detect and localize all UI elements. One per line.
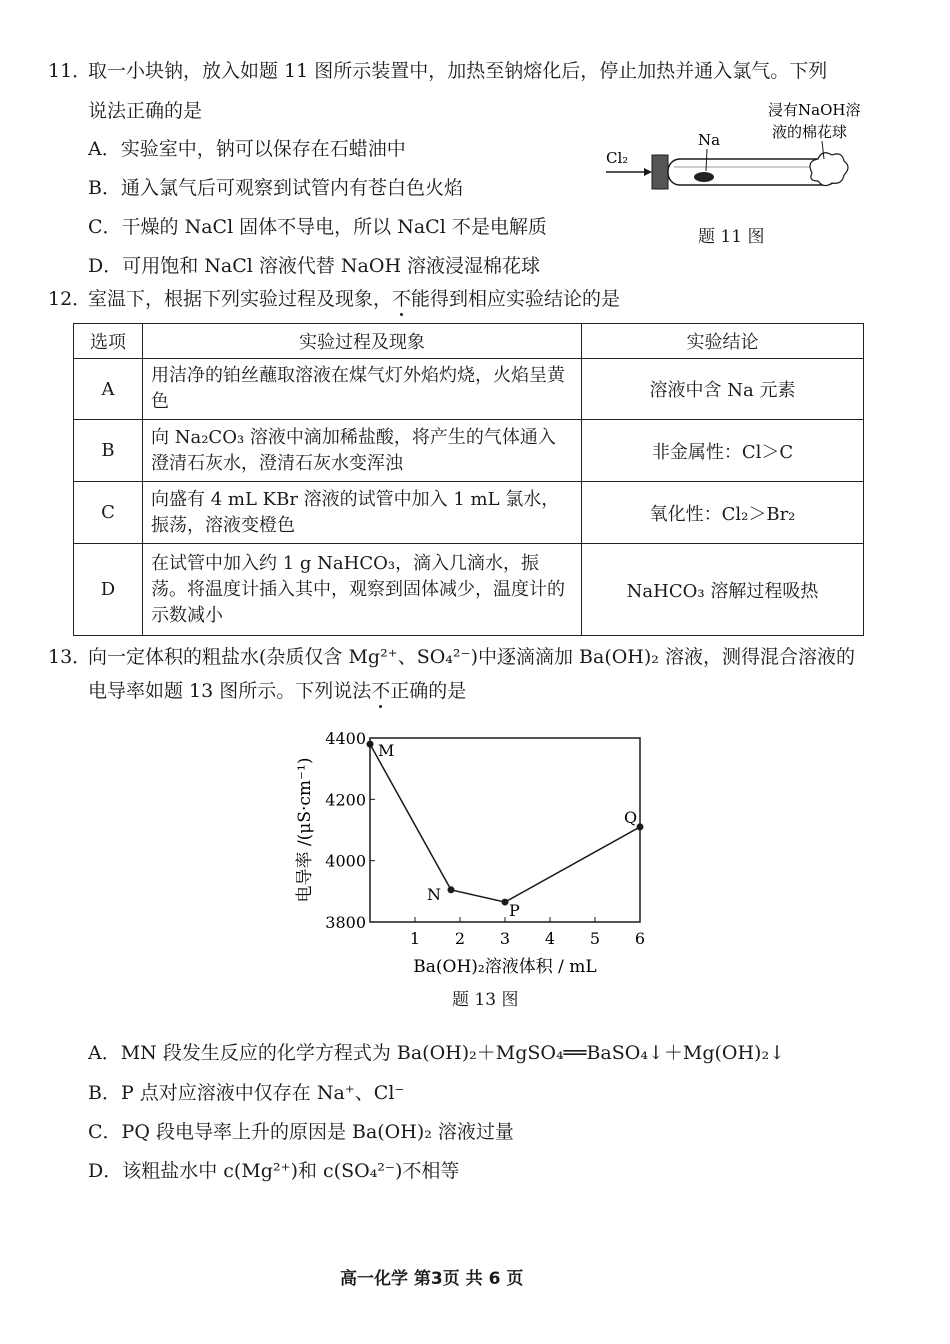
q12-number: 12． xyxy=(48,288,92,310)
cotton-label-2: 液的棉花球 xyxy=(772,123,848,141)
q11-number: 11． xyxy=(48,60,92,82)
x-tick-label: 2 xyxy=(454,929,466,948)
plot-frame xyxy=(370,738,640,922)
x-tick-label: 6 xyxy=(634,929,646,948)
q11-option-c: C．干燥的 NaCl 固体不导电，所以 NaCl 不是电解质 xyxy=(88,216,547,238)
data-point-p xyxy=(502,899,509,906)
q13-option-b: B．P 点对应溶液中仅存在 Na⁺、Cl⁻ xyxy=(88,1082,405,1104)
row-a-process: 用洁净的铂丝蘸取溶液在煤气灯外焰灼烧，火焰呈黄色 xyxy=(143,359,582,420)
y-axis-label: 电导率 /(μS·cm⁻¹) xyxy=(295,757,315,903)
row-d-option: D xyxy=(74,544,143,636)
gas-arrow-head xyxy=(644,168,652,176)
q11-apparatus-figure xyxy=(600,95,880,215)
header-process: 实验过程及现象 xyxy=(143,324,582,359)
cotton-ball xyxy=(810,153,848,186)
y-tick-label: 4400 xyxy=(325,729,366,748)
table-header-row xyxy=(74,324,864,359)
q12-stem-emphasis: 不 xyxy=(392,288,412,310)
q13-stem-line2 xyxy=(88,678,466,704)
series-line xyxy=(370,744,640,902)
row-d-conclusion: NaHCO₃ 溶解过程吸热 xyxy=(582,544,864,636)
table-row xyxy=(74,359,864,420)
sodium-piece xyxy=(694,172,714,182)
cl2-label: Cl₂ xyxy=(606,149,629,167)
row-b-conclusion: 非金属性：Cl＞C xyxy=(582,420,864,482)
point-label-n: N xyxy=(427,884,441,904)
q12-stem-after: 能得到相应实验结论的是 xyxy=(411,288,621,310)
x-tick-label: 5 xyxy=(589,929,601,948)
q13-stem-before: 电导率如题 13 图所示。下列说法 xyxy=(88,680,372,702)
x-tick-label: 1 xyxy=(409,929,421,948)
page-footer: 高一化学 第3页 共 6 页 xyxy=(340,1269,524,1289)
table-row xyxy=(74,544,864,636)
header-conclusion: 实验结论 xyxy=(582,324,864,359)
x-tick-label: 4 xyxy=(544,929,556,948)
q11-figure-caption: 题 11 图 xyxy=(698,227,765,247)
y-tick-label: 4000 xyxy=(325,851,366,871)
q13-option-d: D．该粗盐水中 c(Mg²⁺)和 c(SO₄²⁻)不相等 xyxy=(88,1160,460,1182)
row-d-process: 在试管中加入约 1 g NaHCO₃，滴入几滴水，振荡。将温度计插入其中，观察到固体减少，温度计的示数减小 xyxy=(143,544,582,636)
q13-figure-caption: 题 13 图 xyxy=(452,990,519,1010)
point-label-m: M xyxy=(378,741,395,761)
chart-layer xyxy=(295,729,645,977)
row-b-option: B xyxy=(74,420,143,482)
row-c-process: 向盛有 4 mL KBr 溶液的试管中加入 1 mL 氯水，振荡，溶液变橙色 xyxy=(143,482,582,544)
x-tick-label: 3 xyxy=(499,929,511,948)
na-pointer xyxy=(706,149,707,171)
q12-experiment-table xyxy=(73,323,864,636)
q13-number: 13． xyxy=(48,646,92,668)
q12-stem-before: 室温下，根据下列实验过程及现象， xyxy=(88,288,393,310)
q13-stem-emphasis: 不 xyxy=(371,680,391,702)
q11-option-a: A．实验室中，钠可以保存在石蜡油中 xyxy=(88,138,406,160)
q11-stem-line1: 取一小块钠，放入如题 11 图所示装置中，加热至钠熔化后，停止加热并通入氯气。下列 xyxy=(88,60,828,82)
table-row xyxy=(74,482,864,544)
x-axis-label: Ba(OH)₂溶液体积 / mL xyxy=(413,957,597,977)
row-a-option: A xyxy=(74,359,143,420)
q11-stem-line2: 说法正确的是 xyxy=(88,100,203,122)
data-point-m xyxy=(367,741,374,748)
y-tick-label: 3800 xyxy=(325,913,366,932)
header-option: 选项 xyxy=(74,324,143,359)
q13-option-c: C．PQ 段电导率上升的原因是 Ba(OH)₂ 溶液过量 xyxy=(88,1121,514,1143)
row-b-process: 向 Na₂CO₃ 溶液中滴加稀盐酸，将产生的气体通入澄清石灰水，澄清石灰水变浑浊 xyxy=(143,420,582,482)
na-label: Na xyxy=(698,131,721,149)
row-c-option: C xyxy=(74,482,143,544)
q11-option-d: D．可用饱和 NaCl 溶液代替 NaOH 溶液浸湿棉花球 xyxy=(88,255,541,277)
point-label-p: P xyxy=(509,901,520,921)
rubber-stopper xyxy=(652,155,668,189)
cotton-label-1: 浸有NaOH溶 xyxy=(768,101,861,119)
q11-option-b: B．通入氯气后可观察到试管内有苍白色火焰 xyxy=(88,177,463,199)
y-tick-label: 4200 xyxy=(325,790,366,810)
q13-option-a: A．MN 段发生反应的化学方程式为 Ba(OH)₂＋MgSO₄══BaSO₄↓＋Mg(OH)₂↓ xyxy=(88,1042,786,1064)
q12-stem xyxy=(88,286,620,312)
conductivity-chart xyxy=(280,722,680,984)
table-row xyxy=(74,420,864,482)
data-point-q xyxy=(637,823,644,830)
row-c-conclusion: 氧化性：Cl₂＞Br₂ xyxy=(582,482,864,544)
q13-stem-line1: 向一定体积的粗盐水(杂质仅含 Mg²⁺、SO₄²⁻)中逐滴滴加 Ba(OH)₂ 溶液，测得混合溶液的 xyxy=(88,646,855,668)
point-label-q: Q xyxy=(624,807,638,827)
data-point-n xyxy=(448,886,455,893)
row-a-conclusion: 溶液中含 Na 元素 xyxy=(582,359,864,420)
q13-stem-after: 正确的是 xyxy=(390,680,467,702)
